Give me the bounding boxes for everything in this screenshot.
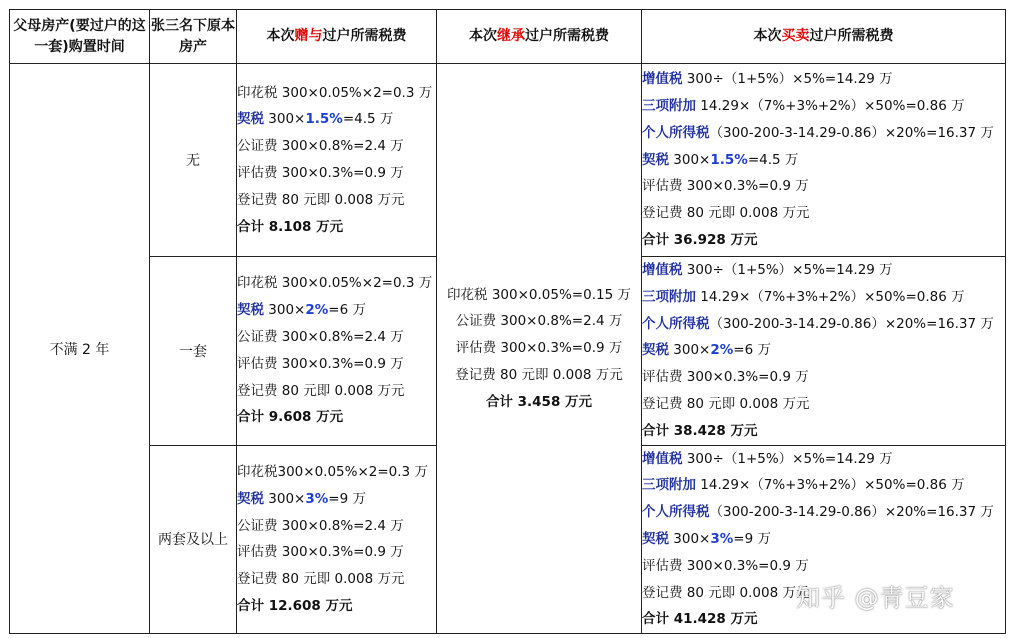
deed-formula: 300× [264,302,306,319]
header-inheritance-post: 过户所需税费 [525,28,609,44]
vat-label: 增值税 [642,262,683,278]
sale-surcharge [642,472,1005,499]
inheritance-notary: 公证费 300×0.8%=2.4 万 [455,313,623,330]
deed-result: =4.5 万 [342,111,394,128]
deed-label: 契税 [642,530,669,547]
deed-formula: 300× [669,342,711,359]
inheritance-appraisal: 评估费 300×0.3%=0.9 万 [455,340,623,357]
vat-label: 增值税 [642,450,683,467]
surcharge-formula: 14.29×（7%+3%+2%）×50%=0.86 万 [696,477,965,494]
surcharge-label: 三项附加 [642,288,696,305]
surcharge-formula: 14.29×（7%+3%+2%）×50%=0.86 万 [696,288,965,305]
sale-appraisal: 评估费 300×0.3%=0.9 万 [642,369,809,386]
header-gift-highlight: 赠与 [294,28,323,44]
header-purchase-time [10,10,150,64]
header-gift-tax [237,10,437,64]
sale-cell [642,64,1006,257]
owned-text: 一套 [179,343,207,360]
deed-formula: 300× [264,490,306,507]
gift-stamp: 印花税 300×0.05%×2=0.3 万 [237,84,433,101]
deed-formula: 300× [669,151,711,168]
vat-label: 增值税 [642,71,683,88]
owned-cell [150,445,237,634]
sale-total: 合计 38.428 万元 [642,422,758,439]
vat-formula: 300÷（1+5%）×5%=14.29 万 [682,450,893,467]
gift-registration: 登记费 80 元即 0.008 万元 [237,571,405,588]
watermark: 知乎 @青豆家 [796,584,955,612]
sale-pit [642,120,1005,147]
gift-deed [237,486,436,513]
gift-cell [237,445,437,634]
header-gift-post: 过户所需税费 [322,28,407,44]
deed-label: 契税 [237,302,264,319]
deed-rate: 2% [305,302,329,319]
sale-pit [642,499,1005,526]
inheritance-cell [437,64,642,634]
gift-cell [237,64,437,257]
header-inheritance-tax [437,10,642,64]
gift-notary: 公证费 300×0.8%=2.4 万 [237,138,404,155]
sale-registration: 登记费 80 元即 0.008 万元 [642,395,810,412]
gift-notary: 公证费 300×0.8%=2.4 万 [237,517,404,534]
surcharge-formula: 14.29×（7%+3%+2%）×50%=0.86 万 [696,98,965,114]
sale-deed [642,337,1005,364]
header-purchase-time-text: 父母房产(要过户的这一套)购置时间 [13,17,146,55]
table-row [10,64,1006,257]
gift-appraisal: 评估费 300×0.3%=0.9 万 [237,165,404,181]
pit-label: 个人所得税 [642,504,710,521]
deed-result: =6 万 [733,342,771,359]
header-sale-pre: 本次 [753,28,782,44]
deed-formula: 300× [669,530,711,547]
sale-pit [642,311,1005,338]
sale-cell [642,257,1006,446]
gift-deed [237,297,436,324]
inheritance-total: 合计 3.458 万元 [485,393,593,410]
sale-appraisal: 评估费 300×0.3%=0.9 万 [642,178,809,195]
deed-result: =9 万 [328,490,366,507]
gift-appraisal: 评估费 300×0.3%=0.9 万 [237,355,404,372]
deed-label: 契税 [237,490,264,507]
sale-total: 合计 36.928 万元 [642,231,758,248]
pit-formula: （300-200-3-14.29-0.86）×20%=16.37 万 [709,504,994,521]
sale-surcharge [642,284,1005,311]
sale-deed [642,147,1005,174]
owned-cell [150,64,237,257]
pit-formula: （300-200-3-14.29-0.86）×20%=16.37 万 [709,124,994,141]
header-inheritance-highlight: 继承 [497,28,525,44]
sale-registration: 登记费 80 元即 0.008 万元 [642,205,810,222]
sale-vat [642,257,1005,284]
deed-label: 契税 [237,111,264,128]
vat-formula: 300÷（1+5%）×5%=14.29 万 [682,71,893,88]
sale-appraisal: 评估费 300×0.3%=0.9 万 [642,557,809,574]
deed-rate: 1.5% [710,151,748,168]
deed-label: 契税 [642,151,669,168]
gift-total: 合计 8.108 万元 [237,218,344,235]
sale-deed [642,526,1005,553]
header-sale-tax [642,10,1006,64]
deed-result: =4.5 万 [747,151,799,168]
deed-rate: 3% [710,530,734,547]
owned-text: 无 [186,153,200,169]
inheritance-registration: 登记费 80 元即 0.008 万元 [455,366,623,383]
pit-formula: （300-200-3-14.29-0.86）×20%=16.37 万 [709,315,994,332]
owned-cell [150,257,237,446]
gift-total: 合计 9.608 万元 [237,409,344,426]
header-row [10,10,1006,64]
tax-comparison-table [9,9,1006,634]
gift-appraisal: 评估费 300×0.3%=0.9 万 [237,544,404,561]
deed-rate: 1.5% [305,111,343,128]
period-text: 不满 2 年 [49,341,110,358]
header-owned-property-text: 张三名下原本房产 [151,17,235,55]
sale-vat [642,66,1005,93]
surcharge-label: 三项附加 [642,98,696,114]
deed-rate: 2% [710,342,734,359]
deed-result: =9 万 [733,530,771,547]
header-gift-pre: 本次 [266,28,295,44]
period-cell [10,64,150,634]
sale-total: 合计 41.428 万元 [642,611,758,628]
gift-deed [237,106,436,133]
gift-cell [237,257,437,446]
header-inheritance-pre: 本次 [469,28,497,44]
gift-total: 合计 12.608 万元 [237,597,353,614]
deed-formula: 300× [264,111,306,128]
gift-stamp: 印花税 300×0.05%×2=0.3 万 [237,275,433,292]
vat-formula: 300÷（1+5%）×5%=14.29 万 [682,262,893,278]
header-owned-property [150,10,237,64]
gift-notary: 公证费 300×0.8%=2.4 万 [237,328,404,345]
header-sale-highlight: 买卖 [781,28,810,44]
sale-vat [642,446,1005,473]
pit-label: 个人所得税 [642,124,710,141]
surcharge-label: 三项附加 [642,477,696,494]
sale-surcharge [642,93,1005,120]
inheritance-stamp: 印花税 300×0.05%=0.15 万 [447,286,631,303]
gift-stamp: 印花税300×0.05%×2=0.3 万 [237,463,428,480]
deed-rate: 3% [305,490,329,507]
owned-text: 两套及以上 [158,532,228,549]
gift-registration: 登记费 80 元即 0.008 万元 [237,382,405,399]
header-sale-post: 过户所需税费 [809,28,894,44]
deed-result: =6 万 [328,302,366,319]
gift-registration: 登记费 80 元即 0.008 万元 [237,191,405,208]
deed-label: 契税 [642,342,669,359]
pit-label: 个人所得税 [642,315,710,332]
sale-registration: 登记费 80 元即 0.008 万元 [642,584,810,601]
